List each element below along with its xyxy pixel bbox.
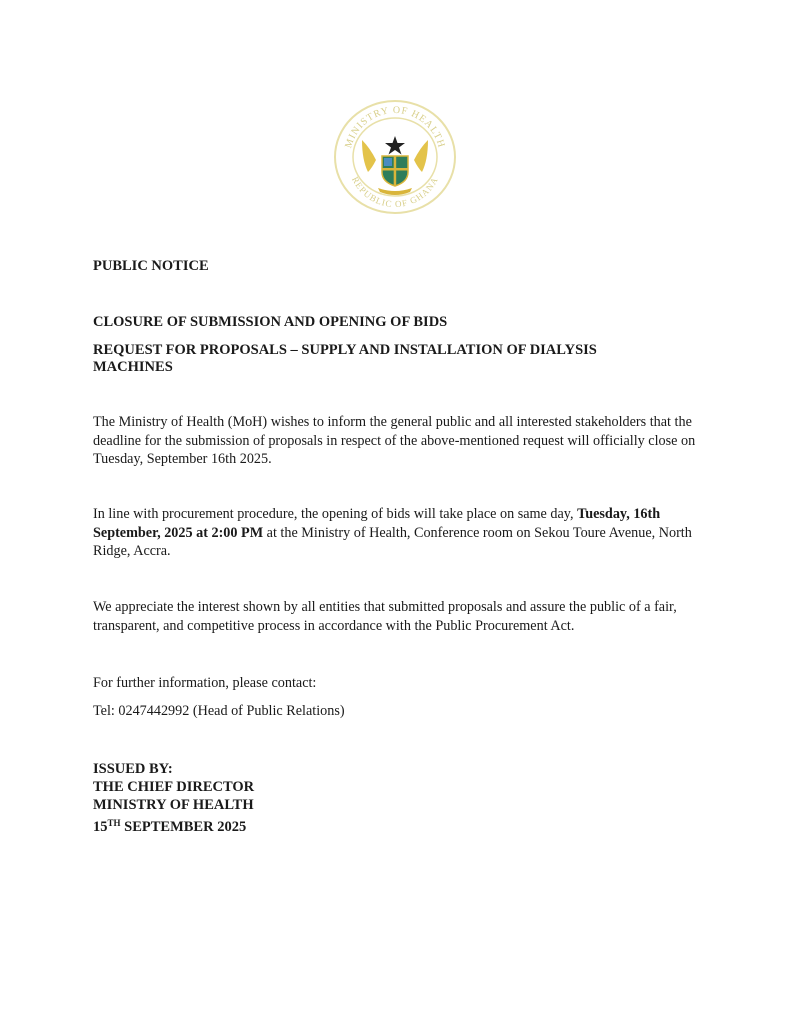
notice-subtitle-line2: MACHINES (93, 359, 173, 375)
contact-intro: For further information, please contact: (93, 675, 317, 691)
contact-telephone: Tel: 0247442992 (Head of Public Relations) (93, 703, 345, 719)
paragraph-appreciation: We appreciate the interest shown by all entities that submitted proposals and assure the public of a fair, transparent, and competitive process in accordance with the Public Procurement Act. (93, 599, 677, 634)
seal-top-text: MINISTRY OF HEALTH (343, 104, 447, 150)
paragraph-bid-opening-location: at the Ministry of Health, Conference room on Sekou Toure Avenue, North Ridge, Accra. (93, 524, 692, 559)
issued-by-label: ISSUED BY: (93, 761, 173, 777)
notice-label: PUBLIC NOTICE (93, 258, 209, 274)
issue-date-day: 15 (93, 819, 108, 835)
paragraph-bid-opening (93, 505, 713, 561)
issue-date-month-year: SEPTEMBER 2025 (120, 819, 247, 835)
issuer-title: THE CHIEF DIRECTOR (93, 779, 255, 795)
ministry-of-health-seal (332, 98, 458, 216)
notice-subtitle-line1: REQUEST FOR PROPOSALS – SUPPLY AND INSTALLATION OF DIALYSIS (93, 342, 597, 358)
issuer-organization: MINISTRY OF HEALTH (93, 797, 254, 813)
paragraph-deadline: The Ministry of Health (MoH) wishes to inform the general public and all interested stakeholders that the deadline for the submission of proposals in respect of the above-mentioned request will officially close on Tuesday, September 16th 2025. (93, 414, 696, 467)
seal-bottom-text: REPUBLIC OF GHANA (349, 174, 441, 210)
issue-date (93, 814, 254, 836)
paragraph-bid-opening-text: In line with procurement procedure, the opening of bids will take place on same day, (93, 506, 578, 522)
issue-date-suffix: TH (107, 818, 121, 828)
bid-opening-datetime: Tuesday, 16th September, 2025 at 2:00 PM (93, 506, 661, 541)
notice-title: CLOSURE OF SUBMISSION AND OPENING OF BIDS (93, 314, 448, 330)
issuer-block (93, 760, 254, 836)
